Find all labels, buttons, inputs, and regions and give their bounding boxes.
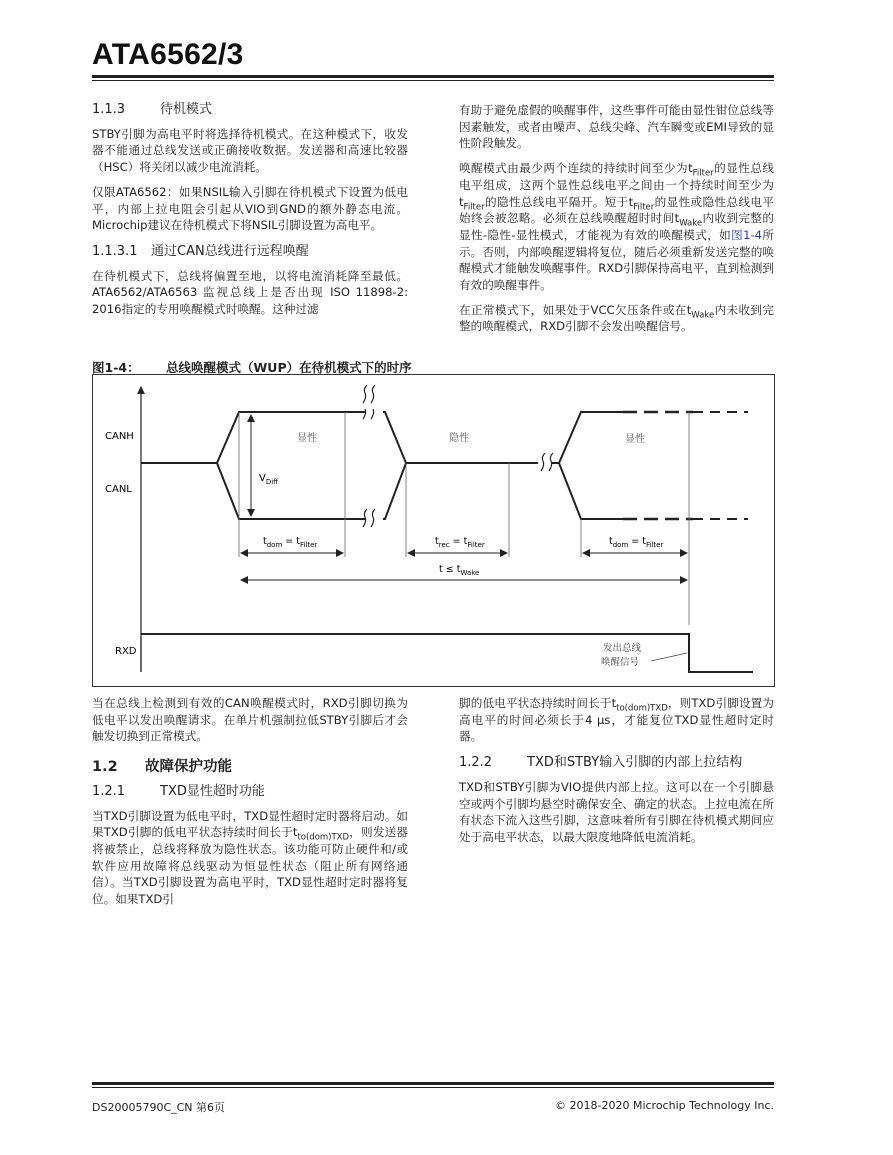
break-marks	[363, 385, 553, 527]
canh-label: CANH	[105, 431, 134, 442]
document-title: ATA6562/3	[92, 38, 244, 71]
trec-label: $t_{rec} = t_{Filter}$	[435, 536, 485, 549]
timing-diagram	[92, 374, 775, 687]
figure-title: 总线唤醒模式（WUP）在待机模式下的时序	[166, 360, 412, 375]
header-rule-thick	[92, 75, 774, 78]
figure-label: 图1-4：	[92, 360, 140, 375]
paragraph-standby-mode: STBY引脚为高电平时将选择待机模式。在这种模式下，收发器不能通过总线发送或正确接收数据。发送器和高速比较器（HSC）将关闭以减少电流消耗。	[92, 126, 408, 175]
section-number: 1.2.1	[92, 783, 126, 799]
paragraph-txd-timeout-continued: 脚的低电平状态持续时间长于$t_{to(dom)TXD}$，则TXD引脚设置为高电平的时间必须长于4 μs，才能复位TXD显性超时定时器。	[459, 696, 775, 744]
canh-waveform	[141, 412, 365, 463]
paragraph-filter-continued: 有助于避免虚假的唤醒事件，这些事件可能由显性钳位总线等因素触发，或者由噪声、总线尖峰、汽车瞬变或EMI导致的显性阶段触发。	[459, 103, 774, 151]
twake-label: $t \le t_{Wake}$	[439, 564, 480, 577]
section-title: 待机模式	[160, 102, 213, 117]
canl-label: CANL	[105, 484, 132, 495]
wake-signal-label-2: 唤醒信号	[601, 657, 640, 668]
section-title: 故障保护功能	[145, 759, 232, 776]
tdom-label-1: $t_{dom} = t_{Filter}$	[263, 536, 318, 549]
header-rule-thin	[92, 80, 774, 81]
paragraph-wake-pattern: 唤醒模式由最少两个连续的持续时间至少为$t_{Filter}$的显性总线电平组成，这两个显性总线电平之间由一个持续时间至少为$t_{Filter}$的隐性总线电平隔开。短于$t_{Filter}$的显性或隐性总线电平始终会被忽略。必须在总线唤醒超时时间$t_{Wake}$内收到完整的显性-隐性-显性模式，才能视为有效的唤醒模式，如图1-4所示。否则，内部唤醒逻辑将复位，随后必须重新发送完整的唤醒模式才能触发唤醒事件。RXD引脚保持高电平，直到检测到有效的唤醒事件。	[459, 161, 775, 293]
timing-diagram-svg	[93, 375, 774, 686]
section-1-1-3-heading	[92, 102, 408, 119]
paragraph-pullup-structure: TXD和STBY引脚为VIO提供内部上拉。这可以在一个引脚悬空或两个引脚均悬空时确保安全、确定的状态。上拉电流在所有状态下流入这些引脚，这意味着所有引脚在待机模式期间应处于高电平状态，以最大限度地降低电流消耗。	[459, 779, 774, 844]
vdiff-label: $V_{Diff}$	[259, 473, 279, 486]
paragraph-remote-wake: 在待机模式下，总线将偏置至地，以将电流消耗降至最低。ATA6562/ATA6563 监视总线上是否出现 ISO 11898-2: 2016指定的专用唤醒模式时唤醒。这种过滤	[92, 268, 408, 317]
footer-rule-thick	[92, 1082, 774, 1085]
section-title: TXD和STBY输入引脚的内部上拉结构	[527, 755, 743, 771]
section-1-2-2-heading	[459, 755, 774, 772]
rxd-label: RXD	[115, 646, 137, 657]
section-number: 1.2.2	[459, 755, 493, 771]
section-number: 1.1.3	[92, 102, 126, 117]
rxd-waveform	[141, 634, 753, 672]
dominant-label-1: 显性	[297, 433, 317, 444]
section-1-2-heading	[92, 759, 408, 776]
figure-1-4-link[interactable]: 图1-4	[731, 227, 763, 242]
section-1-1-3-1-heading	[92, 244, 408, 261]
recessive-label: 隐性	[449, 433, 469, 444]
wake-signal-pointer	[651, 653, 687, 661]
footer-rule-thin	[92, 1087, 774, 1088]
section-1-2-1-heading	[92, 784, 408, 801]
paragraph-nsil-note: 仅限ATA6562：如果NSIL输入引脚在待机模式下设置为低电平，内部上拉电阻会引起从VIO到GND的额外静态电流。Microchip建议在待机模式下将NSIL引脚设置为高电平。	[92, 184, 408, 233]
tdom-label-2: $t_{dom} = t_{Filter}$	[609, 536, 664, 549]
section-number: 1.1.3.1	[92, 243, 138, 259]
wake-signal-label-1: 发出总线	[603, 643, 642, 654]
paragraph-rxd-wake: 当在总线上检测到有效的CAN唤醒模式时，RXD引脚切换为低电平以发出唤醒请求。在单片机强制拉低STBY引脚后才会触发切换到正常模式。	[92, 696, 408, 744]
right-column-top	[459, 102, 774, 343]
footer-copyright: © 2018-2020 Microchip Technology Inc.	[555, 1099, 774, 1112]
left-column-bottom	[92, 695, 408, 916]
dominant-label-2: 显性	[625, 434, 645, 445]
section-number: 1.2	[92, 759, 118, 776]
footer-document-id: DS20005790C_CN 第6页	[92, 1101, 226, 1114]
left-column-top	[92, 102, 408, 326]
paragraph-txd-timeout: 当TXD引脚设置为低电平时，TXD显性超时定时器将启动。如果TXD引脚的低电平状态持续时间长于$t_{to(dom)TXD}$，则发送器将被禁止，总线将释放为隐性状态。该功能可防止硬件和/或软件应用故障将总线驱动为恒显性状态（阻止所有网络通信）。当TXD引脚设置为高电平时，TXD显性超时定时器将复位。如果TXD引	[92, 808, 408, 907]
section-title: TXD显性超时功能	[160, 783, 265, 799]
section-title: 通过CAN总线进行远程唤醒	[151, 243, 309, 259]
paragraph-normal-mode: 在正常模式下，如果处于VCC欠压条件或在$t_{Wake}$内未收到完整的唤醒模式，RXD引脚不会发出唤醒信号。	[459, 302, 774, 334]
right-column-bottom	[459, 695, 774, 854]
